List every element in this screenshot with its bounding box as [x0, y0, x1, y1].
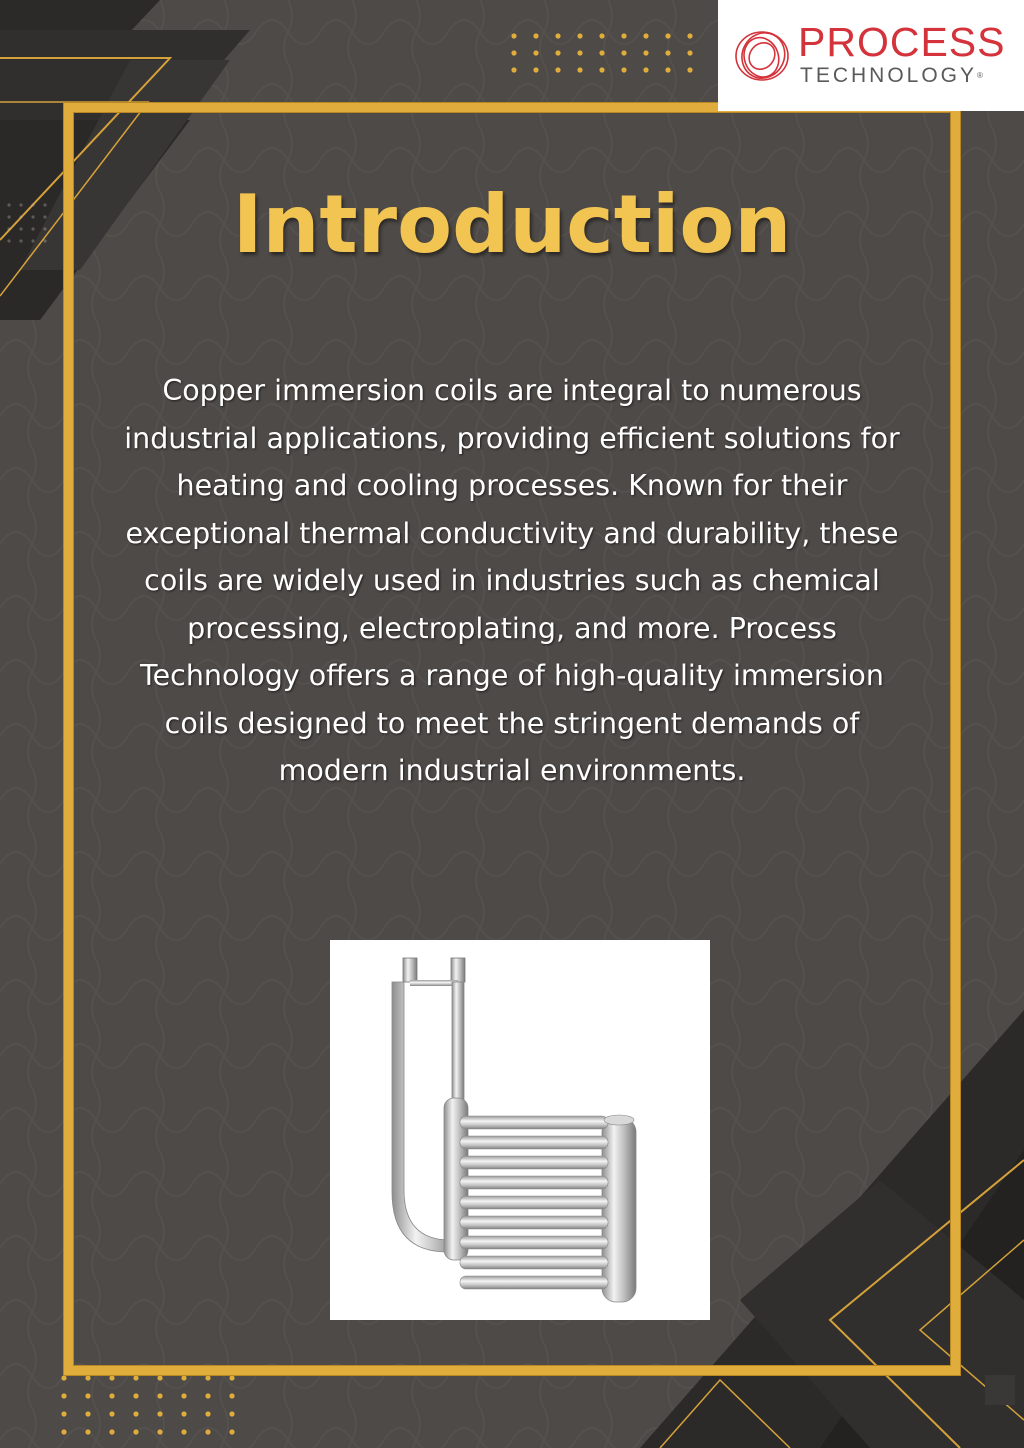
page-title: Introduction [232, 178, 792, 271]
intro-paragraph: Copper immersion coils are integral to numerous industrial applications, providing efficient solutions for heating and cooling processes. Known for their exceptional thermal conductivity and durability, these coils are widely used in industries such as chemical processing, electroplating, and more. Process Technology offers a range of high-quality immersion coils designed to meet the stringent demands of modern industrial environments. [124, 374, 900, 787]
dot-grid-top [508, 30, 698, 80]
brand-name-line1: PROCESS [798, 19, 1006, 65]
stainless-steel-immersion-coil-photo [330, 940, 710, 1320]
dot-grid-bottom [58, 1372, 248, 1442]
brand-logo[interactable] [718, 0, 1024, 111]
registered-mark: ® [977, 71, 983, 80]
brand-name-line2-text: TECHNOLOGY [800, 64, 978, 87]
concentric-circles-logo-icon [732, 26, 792, 86]
brand-name-line2 [800, 64, 983, 88]
